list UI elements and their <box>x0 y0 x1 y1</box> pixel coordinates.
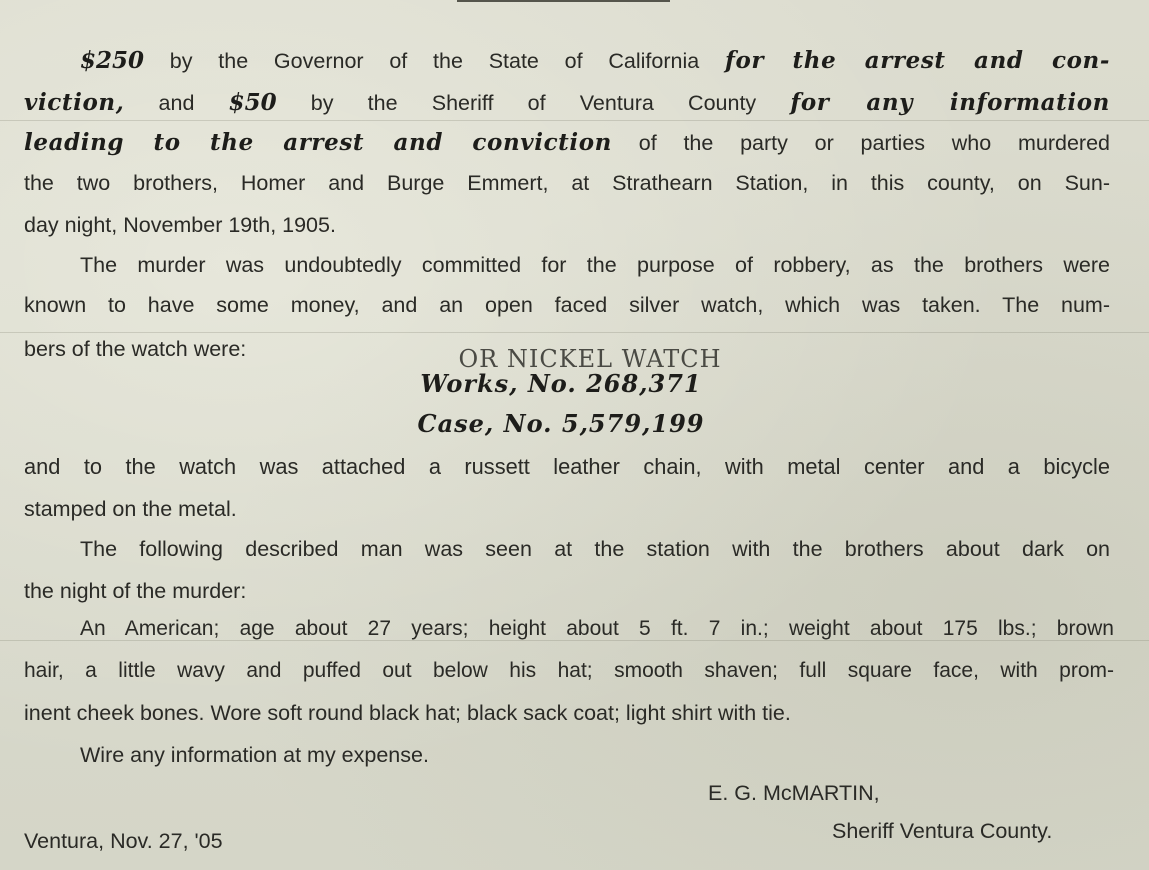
reward-text: by the Sheriff of Ventura County <box>310 91 757 115</box>
reward-emphasis: for the arrest and con- <box>724 47 1110 74</box>
watch-works-number: Works, No. 268,371 <box>420 369 702 398</box>
signature-title: Sheriff Ventura County. <box>832 819 1053 843</box>
reward-line-2 <box>24 88 1110 118</box>
reward-text: by the Governor of the State of California <box>169 49 700 73</box>
chain-line-1: and to the watch was attached a russett leather chain, with metal center and a bicycle <box>24 454 1110 479</box>
watch-overprint: OR NICKEL WATCH <box>458 345 722 373</box>
watch-case-number: Case, No. 5,579,199 <box>417 409 705 438</box>
reward-line-5: day night, November 19th, 1905. <box>24 213 336 237</box>
paper-fold <box>0 120 1149 121</box>
chain-line-2: stamped on the metal. <box>24 497 237 521</box>
reward-line-1 <box>24 46 1110 76</box>
closing-line: Wire any information at my expense. <box>80 743 429 767</box>
reward-line-3 <box>24 128 1110 158</box>
motive-line-3: bers of the watch were: <box>24 337 247 361</box>
signature-name: E. G. McMARTIN, <box>708 781 880 805</box>
top-rule <box>457 0 670 2</box>
motive-line-1: The murder was undoubtedly committed for the purpose of robbery, as the brothers were <box>80 253 1110 277</box>
reward-amount-governor: $250 <box>80 47 145 74</box>
reward-emphasis: for any information <box>790 89 1111 116</box>
paper-fold <box>0 332 1149 333</box>
reward-emphasis: leading to the arrest and conviction <box>24 129 613 156</box>
suspect-desc-line-1: An American; age about 27 years; height about 5 ft. 7 in.; weight about 175 lbs.; brown <box>80 617 1114 640</box>
reward-text: of the party or parties who murdered <box>638 131 1110 155</box>
suspect-desc-line-2: hair, a little wavy and puffed out below his hat; smooth shaven; full square face, with prom- <box>24 659 1114 682</box>
suspect-desc-line-3: inent cheek bones. Wore soft round black hat; black sack coat; light shirt with tie. <box>24 701 791 725</box>
reward-line-4: the two brothers, Homer and Burge Emmert, at Strathearn Station, in this county, on Sun- <box>24 171 1110 195</box>
suspect-intro-line-1: The following described man was seen at the station with the brothers about dark on <box>80 537 1110 561</box>
reward-emphasis: viction, <box>24 89 125 116</box>
reward-text: and <box>158 91 195 115</box>
place-date: Ventura, Nov. 27, '05 <box>24 829 223 853</box>
suspect-intro-line-2: the night of the murder: <box>24 579 247 603</box>
reward-amount-sheriff: $50 <box>228 89 277 116</box>
motive-line-2: known to have some money, and an open faced silver watch, which was taken. The num- <box>24 293 1110 317</box>
